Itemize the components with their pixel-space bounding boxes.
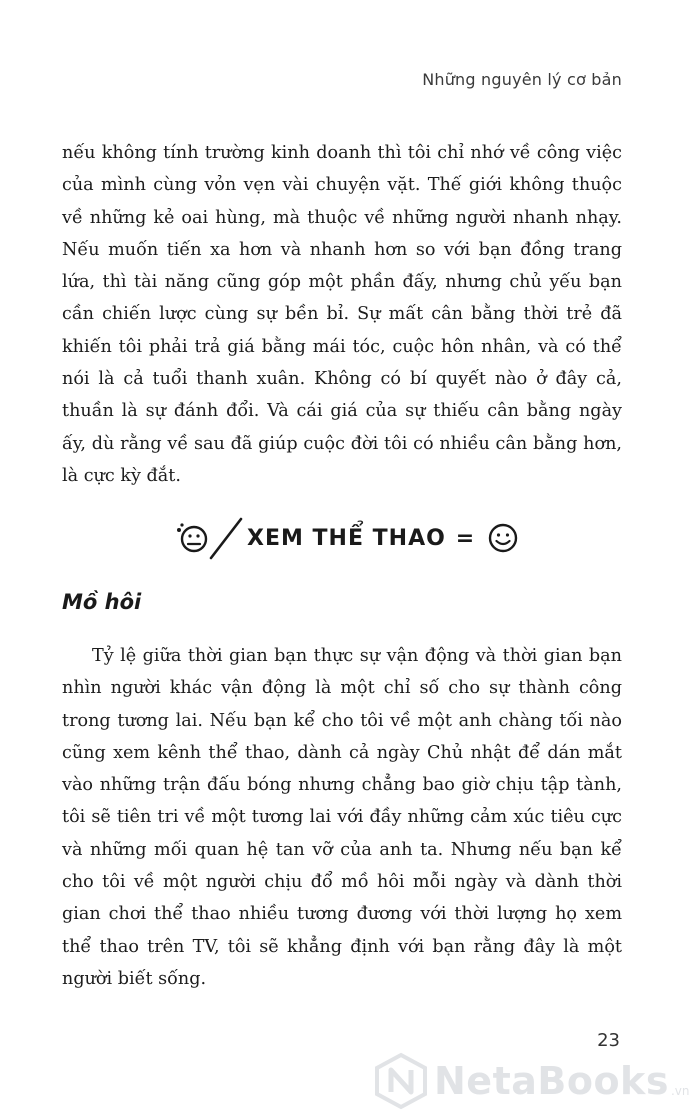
- page-number: 23: [597, 1030, 620, 1051]
- running-header: Những nguyên lý cơ bản: [422, 70, 622, 89]
- formula-equals: =: [455, 525, 475, 551]
- formula-illustration: [175, 516, 520, 560]
- watermark-domain: .vn: [670, 1084, 690, 1098]
- netabooks-logo-icon: [372, 1052, 430, 1110]
- smiley-face-icon: [486, 521, 520, 555]
- watermark: [372, 1052, 689, 1110]
- section-heading: Mồ hôi: [62, 590, 142, 614]
- fraction-slash-icon: [205, 516, 245, 560]
- sweating-face-icon: [175, 521, 209, 555]
- body-paragraph-2: Tỷ lệ giữa thời gian bạn thực sự vận động và thời gian bạn nhìn người khác vận động là một chỉ số cho sự thành công trong tương lai. Nếu bạn kể cho tôi về một anh chàng tối nào cũng xem kênh thể thao, dành cả ngày Chủ nhật để dán mắt vào những trận đấu bóng nhưng chẳng bao giờ chịu tập tành, tôi sẽ tiên tri về một tương lai với đầy những cảm xúc tiêu cực và những mối quan hệ tan vỡ của anh ta. Nhưng nếu bạn kể cho tôi về một người chịu đổ mồ hôi mỗi ngày và dành thời gian chơi thể thao nhiều tương đương với thời lượng họ xem thể thao trên TV, tôi sẽ khẳng định với bạn rằng đây là một người biết sống.: [62, 646, 622, 989]
- formula-label: XEM THỂ THAO: [247, 525, 446, 551]
- watermark-text: NetaBooks: [434, 1059, 669, 1103]
- body-paragraph-1: nếu không tính trường kinh doanh thì tôi chỉ nhớ về công việc của mình cùng vỏn vẹn vài chuyện vặt. Thế giới không thuộc về những kẻ oai hùng, mà thuộc về những người nhanh nhạy. Nếu muốn tiến xa hơn và nhanh hơn so với bạn đồng trang lứa, thì tài năng cũng góp một phần đấy, nhưng chủ yếu bạn cần chiến lược cùng sự bền bỉ. Sự mất cân bằng thời trẻ đã khiến tôi phải trả giá bằng mái tóc, cuộc hôn nhân, và có thể nói là cả tuổi thanh xuân. Không có bí quyết nào ở đây cả, thuần là sự đánh đổi. Và cái giá của sự thiếu cân bằng ngày ấy, dù rằng về sau đã giúp cuộc đời tôi có nhiều cân bằng hơn, là cực kỳ đắt.: [62, 143, 622, 486]
